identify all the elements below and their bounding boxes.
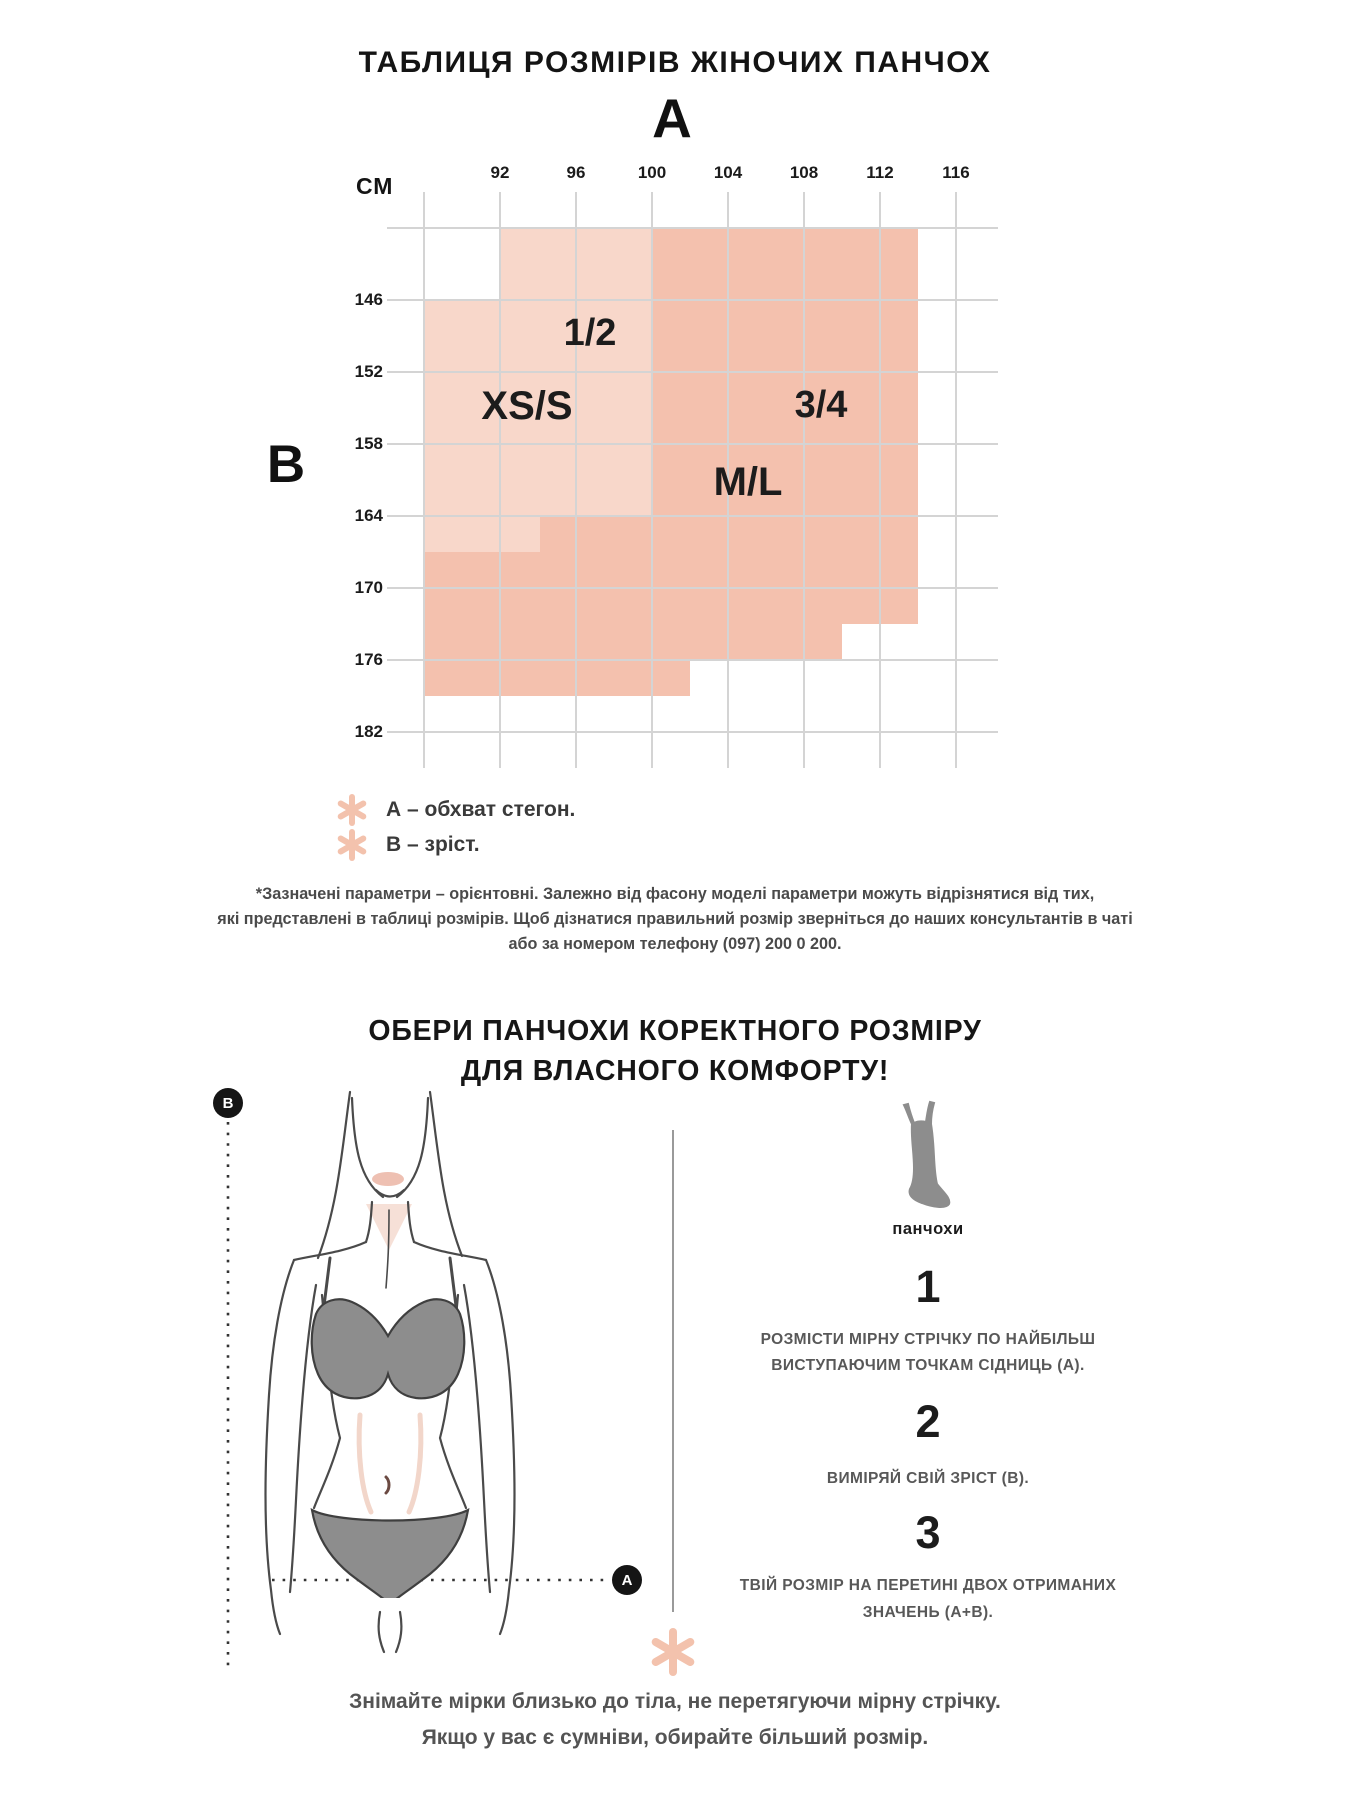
- section2-title-line: ДЛЯ ВЛАСНОГО КОМФОРТУ!: [460, 1055, 890, 1087]
- x-tick: 100: [637, 163, 667, 182]
- step-1-text: [700, 1327, 1156, 1379]
- marker-a-badge: A: [612, 1565, 642, 1595]
- y-tick: 146: [354, 290, 383, 309]
- x-tick: 96: [566, 163, 586, 182]
- step-3-number: 3: [915, 1507, 941, 1558]
- y-tick: 164: [354, 506, 383, 525]
- y-tick: 158: [354, 434, 383, 453]
- step-2-line: ВИМІРЯЙ СВІЙ ЗРІСТ (В).: [826, 1470, 1030, 1487]
- page-title: ТАБЛИЦЯ РОЗМІРІВ ЖІНОЧИХ ПАНЧОХ: [358, 46, 992, 79]
- step-1-line: ВИСТУПАЮЧИМ ТОЧКАМ СІДНИЦЬ (А).: [771, 1357, 1085, 1374]
- asterisk-icon: [341, 797, 364, 823]
- y-tick: 182: [354, 722, 383, 741]
- woman-figure-illustration: [266, 1092, 515, 1652]
- x-tick: 112: [866, 163, 894, 182]
- product-label: панчохи: [892, 1220, 964, 1238]
- legend-item-b: В – зріст.: [386, 833, 480, 856]
- unit-label: СМ: [356, 173, 394, 199]
- step-2-number: 2: [915, 1396, 941, 1447]
- axis-b-label: B: [266, 435, 306, 494]
- region-label-ml: M/L: [713, 460, 783, 504]
- region-label-12: 1/2: [563, 312, 617, 354]
- measuring-advice: [0, 1684, 1350, 1756]
- footnote-line: *Зазначені параметри – орієнтовні. Залежно від фасону моделі параметри можуть відрізнятися від тих,: [255, 885, 1095, 903]
- stocking-icon: [904, 1102, 949, 1207]
- region-label-34: 3/4: [794, 384, 848, 426]
- region-label-xss: XS/S: [481, 384, 573, 428]
- legend-item-a: А – обхват стегон.: [386, 798, 576, 821]
- bra-shape: [312, 1299, 465, 1398]
- asterisk-icon: [341, 832, 364, 858]
- footnote-line: які представлені в таблиці розмірів. Щоб дізнатися правильний розмір зверніться до наших консультантів в чаті: [217, 910, 1133, 928]
- x-tick: 108: [789, 163, 819, 182]
- panties-shape: [312, 1510, 468, 1604]
- section2-title-line: ОБЕРИ ПАНЧОХИ КОРЕКТНОГО РОЗМІРУ: [368, 1015, 982, 1047]
- step-3-line: ЗНАЧЕНЬ (А+В).: [862, 1604, 994, 1621]
- asterisk-icon: [656, 1632, 691, 1672]
- step-3-text: [700, 1572, 1156, 1626]
- section2-title: [0, 1011, 1350, 1091]
- step-1-number: 1: [915, 1261, 941, 1312]
- x-tick: 104: [713, 163, 743, 182]
- marker-b-badge: B: [213, 1088, 243, 1118]
- footnote-line: або за номером телефону (097) 200 0 200.: [508, 935, 842, 953]
- step-3-line: ТВІЙ РОЗМІР НА ПЕРЕТИНІ ДВОХ ОТРИМАНИХ: [739, 1577, 1117, 1594]
- y-tick: 152: [354, 362, 383, 381]
- y-tick: 176: [354, 650, 383, 669]
- advice-line: Знімайте мірки близько до тіла, не перетягуючи мірну стрічку.: [349, 1690, 1001, 1713]
- step-1-line: РОЗМІСТИ МІРНУ СТРІЧКУ ПО НАЙБІЛЬШ: [760, 1331, 1096, 1348]
- x-tick: 92: [490, 163, 510, 182]
- y-tick: 170: [354, 578, 383, 597]
- step-2-text: [700, 1466, 1156, 1492]
- axis-a-label: A: [652, 87, 692, 149]
- x-tick: 116: [942, 163, 970, 182]
- advice-line: Якщо у вас є сумніви, обирайте більший розмір.: [421, 1726, 929, 1749]
- footnote: [0, 882, 1350, 957]
